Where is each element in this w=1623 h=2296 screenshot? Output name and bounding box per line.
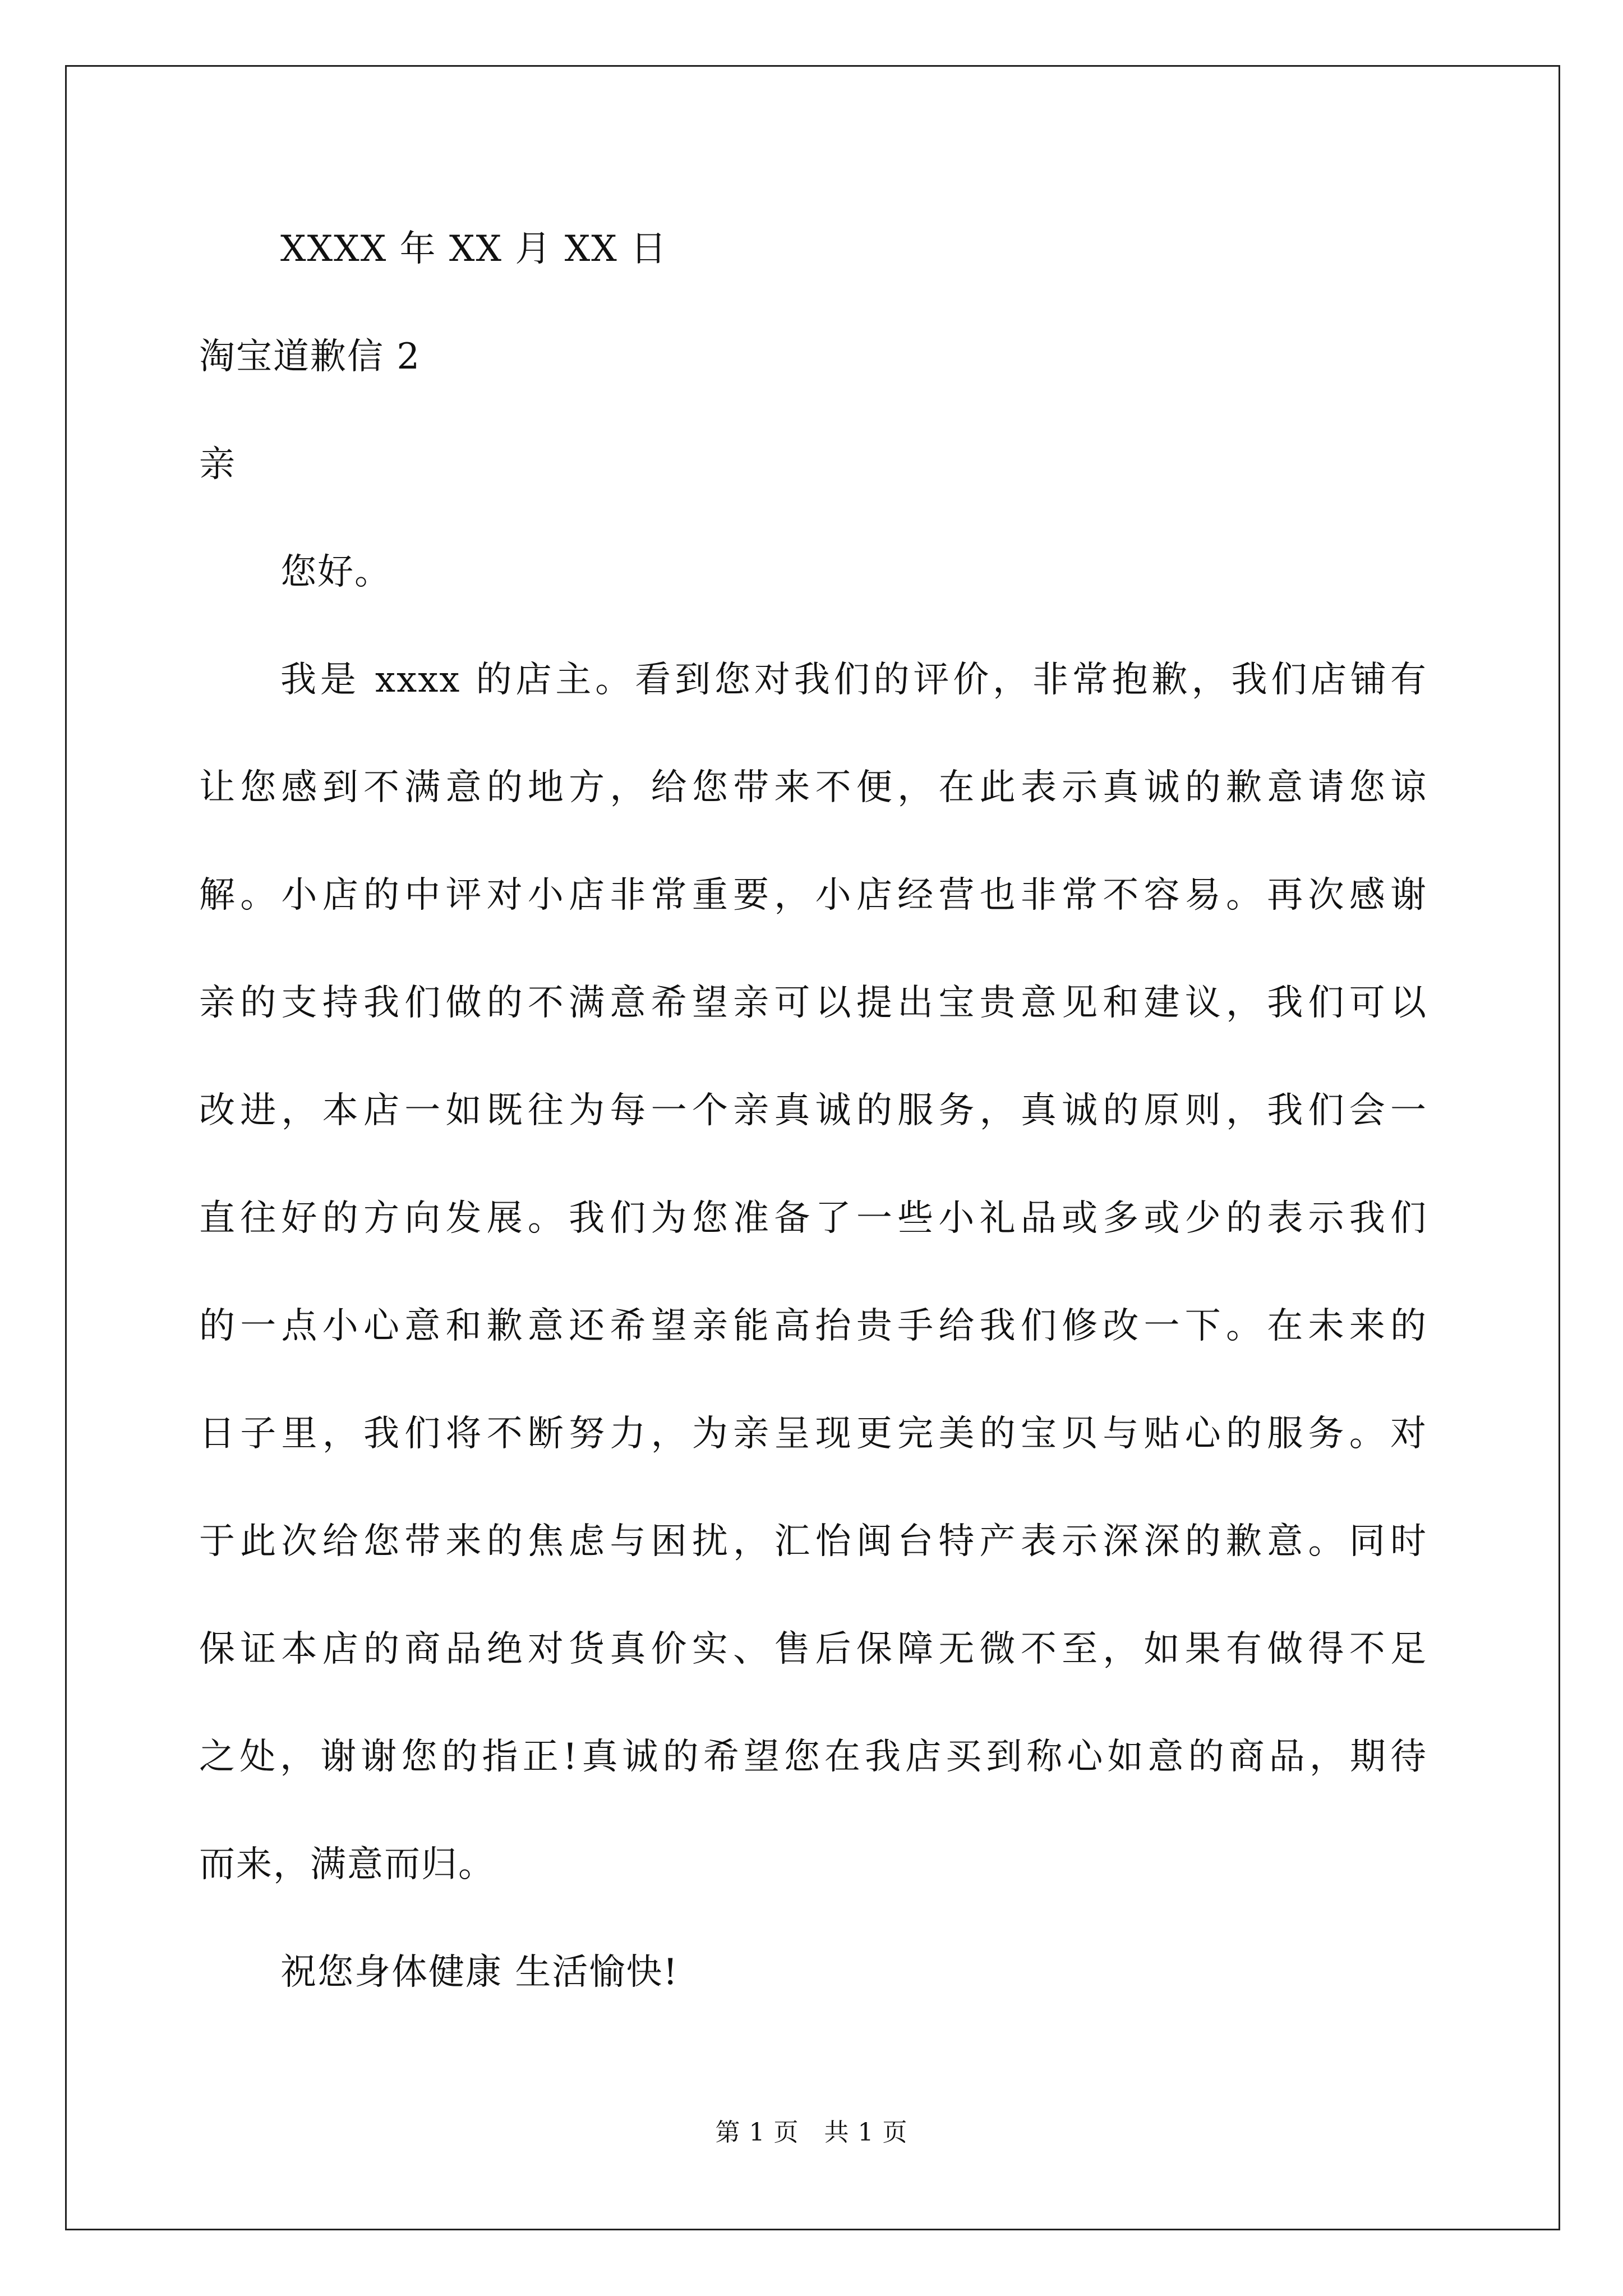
letter-greeting: 您好。 <box>280 551 391 593</box>
body-line: 我是 xxxx 的店主。看到您对我们的评价，非常抱歉，我们店铺有 <box>280 659 1427 701</box>
body-line: 的一点小心意和歉意还希望亲能高抬贵手给我们修改一下。在未来的 <box>199 1305 1427 1347</box>
letter-date: XXXX 年 XX 月 XX 日 <box>280 228 668 270</box>
body-line: 直往好的方向发展。我们为您准备了一些小礼品或多或少的表示我们 <box>199 1198 1427 1239</box>
letter-title: 淘宝道歉信 2 <box>199 336 421 378</box>
body-line: 改进，本店一如既往为每一个亲真诚的服务，真诚的原则，我们会一 <box>199 1090 1427 1131</box>
page-footer: 第 1 页 共 1 页 <box>715 2118 908 2147</box>
letter-salutation: 亲 <box>199 444 236 485</box>
body-line: 日子里，我们将不断努力，为亲呈现更完美的宝贝与贴心的服务。对 <box>199 1413 1427 1455</box>
body-line: 之处，谢谢您的指正!真诚的希望您在我店买到称心如意的商品，期待 <box>199 1736 1427 1778</box>
letter-closing: 祝您身体健康 生活愉快! <box>280 1952 679 1993</box>
body-line: 保证本店的商品绝对货真价实、售后保障无微不至，如果有做得不足 <box>199 1628 1427 1670</box>
page-border <box>65 65 1560 2230</box>
body-line: 亲的支持我们做的不满意希望亲可以提出宝贵意见和建议，我们可以 <box>199 982 1427 1024</box>
body-line: 让您感到不满意的地方，给您带来不便，在此表示真诚的歉意请您谅 <box>199 767 1427 808</box>
body-line: 解。小店的中评对小店非常重要，小店经营也非常不容易。再次感谢 <box>199 875 1427 916</box>
body-line: 于此次给您带来的焦虑与困扰，汇怡闽台特产表示深深的歉意。同时 <box>199 1521 1427 1562</box>
body-line: 而来，满意而归。 <box>199 1844 495 1885</box>
